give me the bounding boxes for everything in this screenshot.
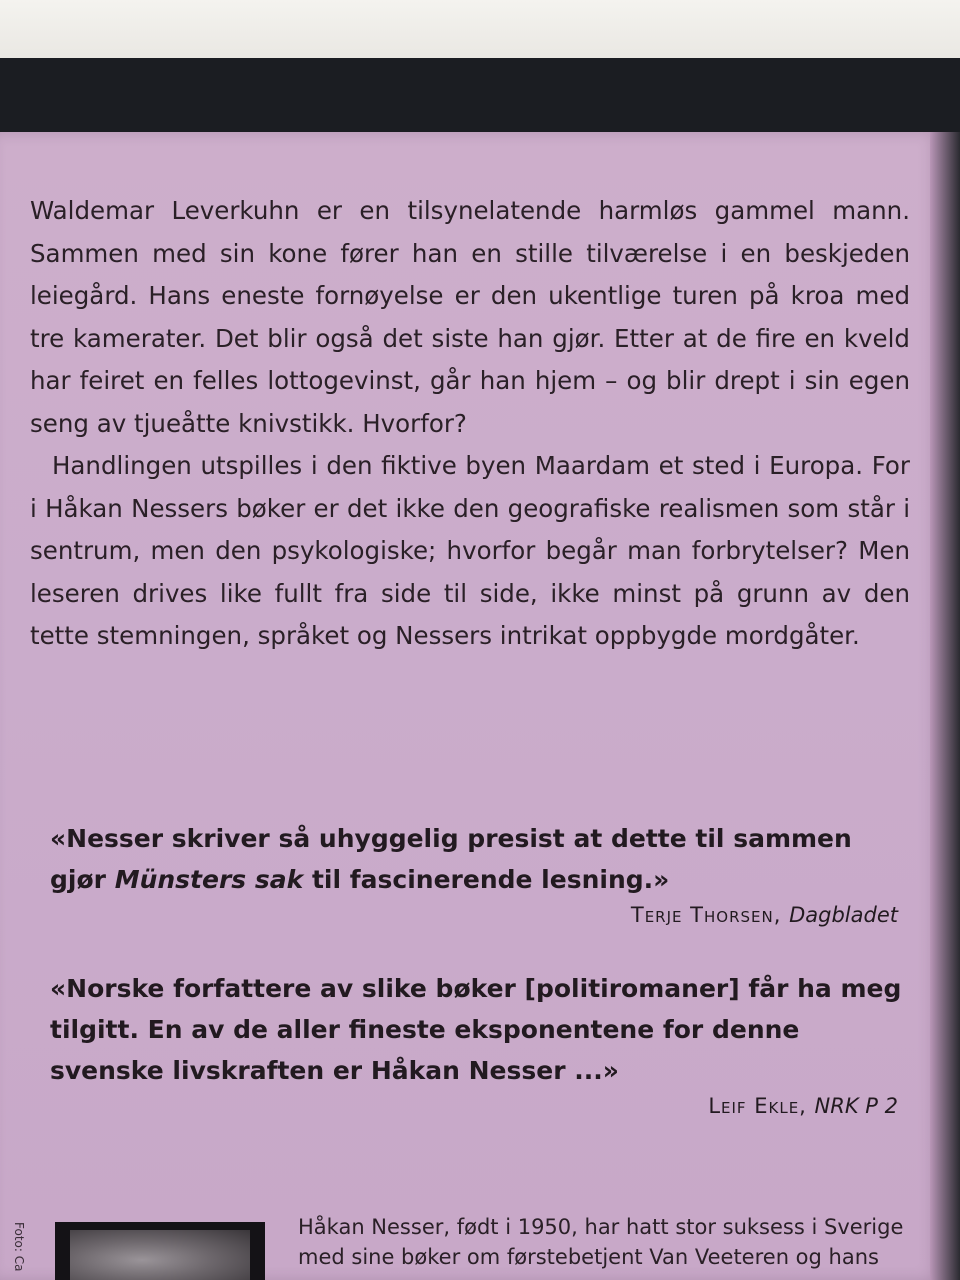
review-quote-1 <box>50 818 910 900</box>
table-background <box>0 0 960 62</box>
author-bio-line-2: med sine bøker om førstebetjent Van Veeteren og hans <box>298 1245 879 1269</box>
review-attribution-1 <box>631 903 898 927</box>
quote-1-book-title: Münsters sak <box>114 865 304 894</box>
quote-1-rest: til fascinerende lesning.» <box>303 865 670 894</box>
quote-1-author: Terje Thorsen, <box>630 903 782 927</box>
photo-credit: Foto: Ca <box>12 1222 26 1272</box>
author-bio <box>298 1212 908 1272</box>
review-attribution-2 <box>708 1094 898 1118</box>
quote-1-source: Dagbladet <box>789 903 898 927</box>
quote-2-author: Leif Ekle, <box>708 1094 807 1118</box>
review-quote-2 <box>50 968 910 1091</box>
blurb-text <box>30 190 910 658</box>
quote-1-line-1: «Nesser skriver så uhyggelig presist at dette til sammen gjør <box>50 824 852 894</box>
quote-2-source: NRK P 2 <box>814 1094 898 1118</box>
blurb-paragraph-2: Handlingen utspilles i den fiktive byen Maardam et sted i Europa. For i Håkan Nessers bøker er det ikke den geografiske realismen som står i sentrum, men den psykologiske; hvorfor begår man forbrytelser? Men leseren drives like fullt fra side til side, ikke minst på grunn av den tette stemningen, språket og Nessers intrikat oppbygde mordgåter. <box>30 451 910 650</box>
blurb-paragraph-1: Waldemar Leverkuhn er en tilsynelatende harmløs gammel mann. Sammen med sin kone fører han en stille tilværelse i en beskjeden leiegård. Hans eneste fornøyelse er den ukentlige turen på kroa med tre kamerater. Det blir også det siste han gjør. Etter at de fire en kveld har feiret en felles lottogevinst, går han hjem – og blir drept i sin egen seng av tjueåtte knivstikk. Hvorfor? <box>30 196 910 438</box>
author-bio-line-1: Håkan Nesser, født i 1950, har hatt stor suksess i Sverige <box>298 1215 904 1239</box>
author-photo <box>70 1230 250 1280</box>
book-spine-edge <box>930 132 960 1280</box>
quote-2-text: «Norske forfattere av slike bøker [politiromaner] får ha meg tilgitt. En av de aller fineste eksponentene for denne svenske livskraften er Håkan Nesser ...» <box>50 974 902 1085</box>
